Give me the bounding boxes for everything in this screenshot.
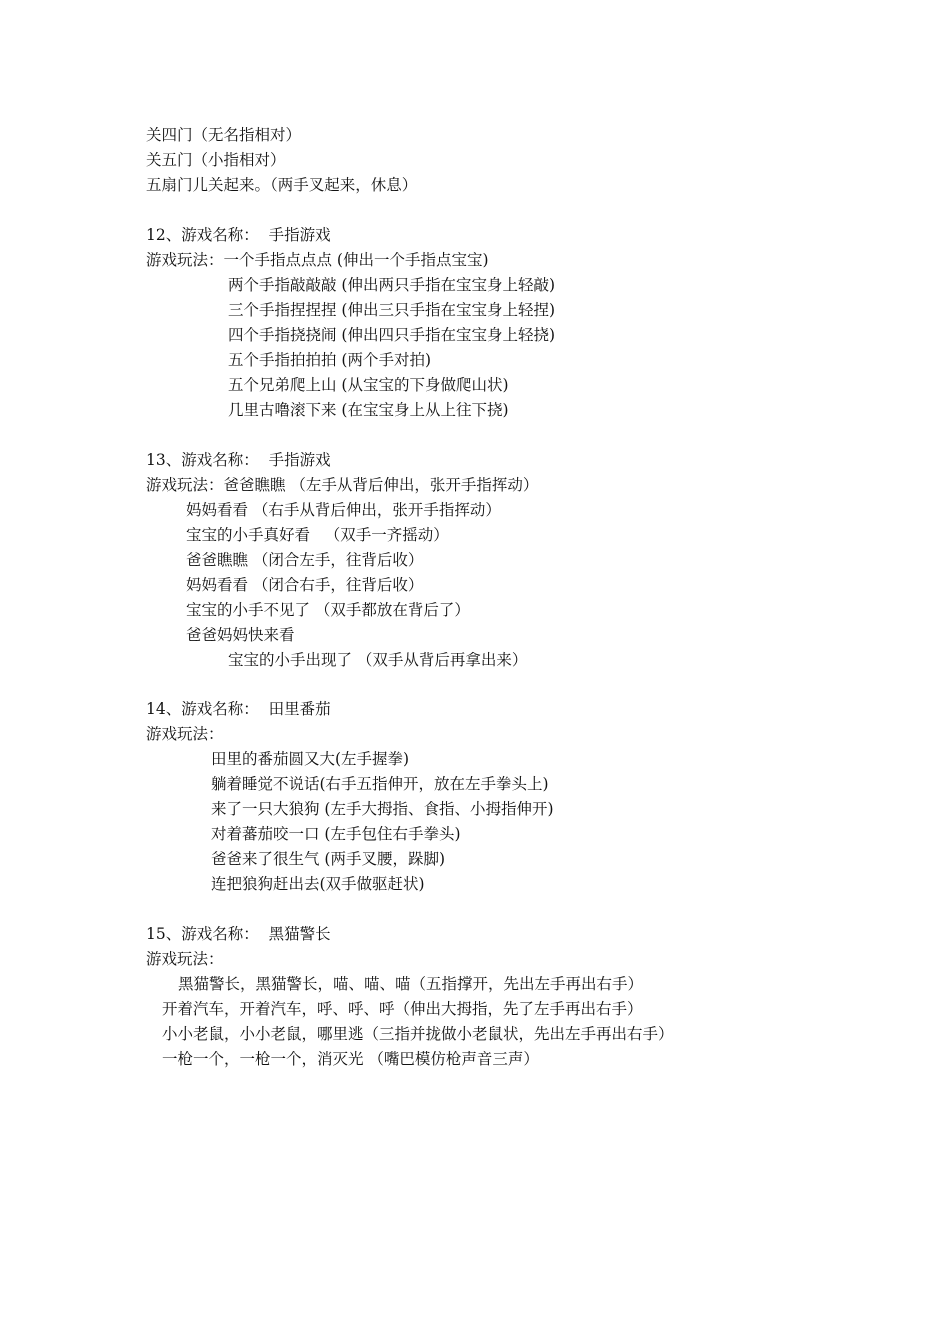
text-line: 三个手指捏捏捏 (伸出三只手指在宝宝身上轻捏) [228, 301, 556, 319]
text-line: 关五门（小指相对） [146, 151, 286, 169]
text-line: 田里的番茄圆又大(左手握拳) [211, 750, 410, 768]
text-line: 游戏玩法：爸爸瞧瞧 （左手从背后伸出，张开手指挥动） [146, 476, 539, 494]
text-line: 五个手指拍拍拍 (两个手对拍) [228, 351, 432, 369]
text-line: 连把狼狗赶出去(双手做驱赶状) [211, 875, 425, 893]
text-line: 宝宝的小手出现了 （双手从背后再拿出来） [228, 651, 528, 669]
text-line: 几里古噜滚下来 (在宝宝身上从上往下挠) [228, 401, 509, 419]
text-line: 来了一只大狼狗 (左手大拇指、食指、小拇指伸开) [211, 800, 554, 818]
text-line: 爸爸妈妈快来看 [186, 626, 295, 644]
text-line: 五个兄弟爬上山 (从宝宝的下身做爬山状) [228, 376, 509, 394]
text-line: 妈妈看看 （闭合右手，往背后收） [186, 576, 424, 594]
section-heading: 12、游戏名称： 手指游戏 [146, 226, 331, 244]
text-line: 宝宝的小手真好看 （双手一齐摇动） [186, 526, 449, 544]
text-line: 小小老鼠，小小老鼠，哪里逃（三指并拢做小老鼠状，先出左手再出右手） [162, 1025, 674, 1043]
text-line: 游戏玩法： [146, 950, 224, 968]
text-line: 妈妈看看 （右手从背后伸出，张开手指挥动） [186, 501, 501, 519]
text-line: 对着蕃茄咬一口 (左手包住右手拳头) [211, 825, 461, 843]
text-line: 开着汽车，开着汽车，呼、呼、呼（伸出大拇指，先了左手再出右手） [162, 1000, 643, 1018]
text-line: 关四门（无名指相对） [146, 126, 302, 144]
text-line: 两个手指敲敲敲 (伸出两只手指在宝宝身上轻敲) [228, 276, 556, 294]
text-line: 爸爸来了很生气 (两手叉腰，跺脚) [211, 850, 446, 868]
section-heading: 13、游戏名称： 手指游戏 [146, 451, 331, 469]
text-line: 游戏玩法： [146, 725, 224, 743]
text-line: 宝宝的小手不见了 （双手都放在背后了） [186, 601, 470, 619]
text-line: 黑猫警长，黑猫警长，喵、喵、喵（五指撑开，先出左手再出右手） [178, 975, 644, 993]
text-line: 躺着睡觉不说话(右手五指伸开，放在左手拳头上) [211, 775, 549, 793]
section-heading: 14、游戏名称： 田里番茄 [146, 700, 331, 718]
text-line: 四个手指挠挠闹 (伸出四只手指在宝宝身上轻挠) [228, 326, 556, 344]
text-line: 一枪一个，一枪一个，消灭光 （嘴巴模仿枪声音三声） [162, 1050, 539, 1068]
text-line: 游戏玩法：一个手指点点点 (伸出一个手指点宝宝) [146, 251, 489, 269]
section-heading: 15、游戏名称： 黑猫警长 [146, 925, 331, 943]
text-line: 爸爸瞧瞧 （闭合左手，往背后收） [186, 551, 424, 569]
text-line: 五扇门儿关起来。（两手叉起来，休息） [146, 176, 418, 194]
